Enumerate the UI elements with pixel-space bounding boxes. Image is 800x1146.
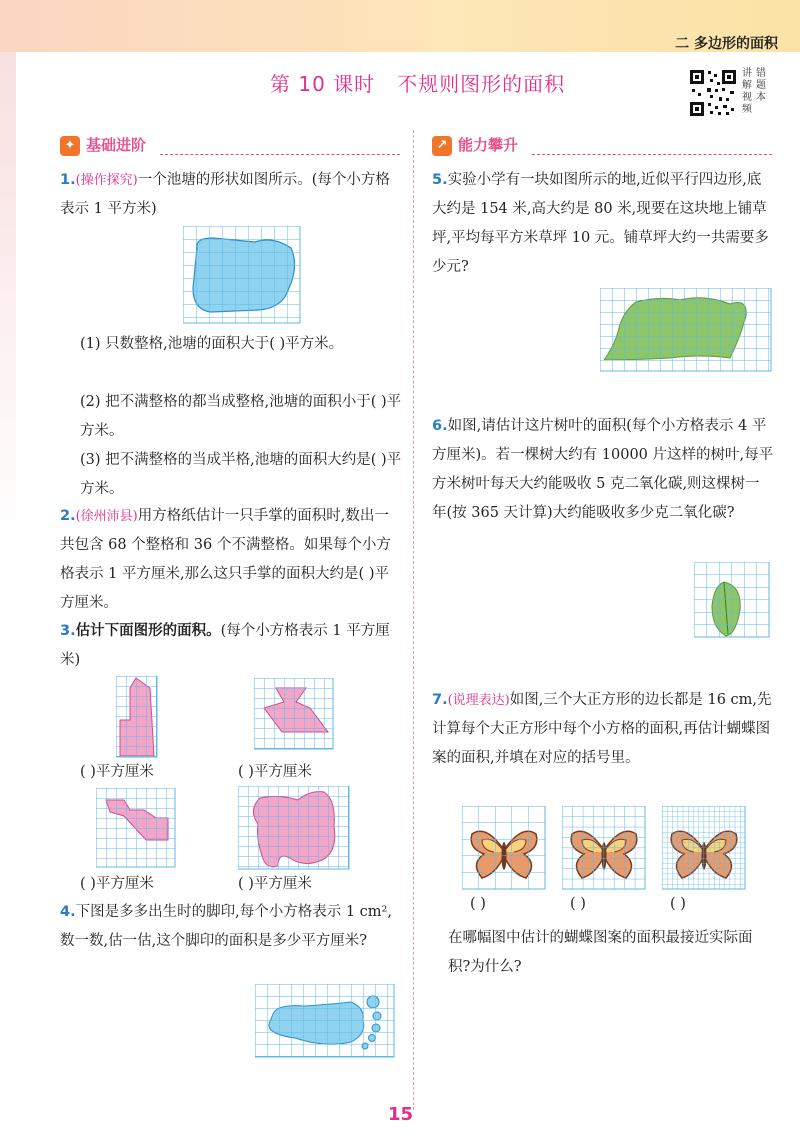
question-2: 2.(徐州沛县)用方格纸估计一只手掌的面积时,数出一共包含 68 个整格和 36 个不满整格。如果每个小方格表示 1 平方厘米,那么这只手掌的面积大约是( )平方厘米。 (60, 508, 391, 611)
section-basic: ✦ 基础进阶 (60, 134, 146, 156)
lesson-name: 不规则图形的面积 (397, 72, 566, 96)
butterfly-grid-8x8 (562, 806, 646, 890)
question-1-part-2: (2) 把不满整格的都当成整格,池塘的面积小于( )平方米。 (80, 394, 402, 439)
lesson-number: 第 10 课时 (270, 72, 376, 96)
shape-figure-d (238, 786, 350, 870)
qr-label-video: 讲解视频 (742, 68, 752, 115)
footprint-figure (255, 984, 395, 1058)
butterfly-blank-2[interactable]: ( ) (570, 896, 586, 912)
section-advanced-line (532, 154, 772, 155)
climb-icon: ↗ (432, 136, 452, 156)
butterfly-grid-4x4 (462, 806, 546, 890)
butterfly-grid-16x16 (662, 806, 746, 890)
question-6: 6.如图,请估计这片树叶的面积(每个小方格表示 4 平方厘米)。若一棵树大约有 10000 片这样的树叶,每平方米树叶每天大约能吸收 5 克二氧化碳,则这棵树一年(按 365 天计算)大约能吸收多少克二氧化碳? (432, 418, 774, 521)
question-5: 5.实验小学有一块如图所示的地,近似平行四边形,底大约是 154 米,高大约是 80 米,现要在这块地上铺草坪,平均每平方米草坪 10 元。铺草坪大约一共需要多少元? (432, 172, 769, 275)
blank-a[interactable]: ( )平方厘米 (80, 764, 154, 780)
qr-code-icon[interactable] (688, 68, 738, 118)
field-figure (600, 288, 772, 372)
page-number: 15 (388, 1104, 414, 1125)
page-edge (0, 52, 16, 552)
leaf-figure (694, 562, 770, 638)
column-divider (413, 130, 414, 1110)
butterfly-blank-3[interactable]: ( ) (670, 896, 686, 912)
runner-icon: ✦ (60, 136, 80, 156)
question-1-part-3: (3) 把不满整格的当成半格,池塘的面积大约是( )平方米。 (80, 452, 402, 497)
unit-title: 二 多边形的面积 (675, 36, 778, 52)
question-1-part-1: (1) 只数整格,池塘的面积大于( )平方米。 (80, 336, 344, 352)
section-advanced: ↗ 能力攀升 (432, 134, 518, 156)
question-7: 7.(说理表达)如图,三个大正方形的边长都是 16 cm,先计算每个大正方形中每个小方格的面积,再估计蝴蝶图案的面积,并填在对应的括号里。 (432, 692, 772, 766)
blank-c[interactable]: ( )平方厘米 (80, 876, 154, 892)
question-4: 4.下图是多多出生时的脚印,每个小方格表示 1 cm²,数一数,估一估,这个脚印的面积是多少平方厘米? (60, 904, 392, 949)
section-basic-line (160, 154, 400, 155)
shape-figure-b (254, 678, 334, 750)
shape-figure-c (96, 788, 176, 868)
blank-b[interactable]: ( )平方厘米 (238, 764, 312, 780)
question-1: 1.(操作探究)一个池塘的形状如图所示。(每个小方格表示 1 平方米) (60, 172, 390, 217)
qr-labels (742, 68, 772, 116)
qr-label-errors: 错题本 (756, 68, 766, 103)
butterfly-blank-1[interactable]: ( ) (470, 896, 486, 912)
question-3: 3.估计下面图形的面积。(每个小方格表示 1 平方厘米) (60, 622, 390, 668)
pond-figure (183, 226, 301, 324)
question-7-followup: 在哪幅图中估计的蝴蝶图案的面积最接近实际面积?为什么? (448, 930, 753, 975)
shape-figure-a (116, 676, 158, 758)
blank-d[interactable]: ( )平方厘米 (238, 876, 312, 892)
lesson-title (270, 68, 587, 97)
